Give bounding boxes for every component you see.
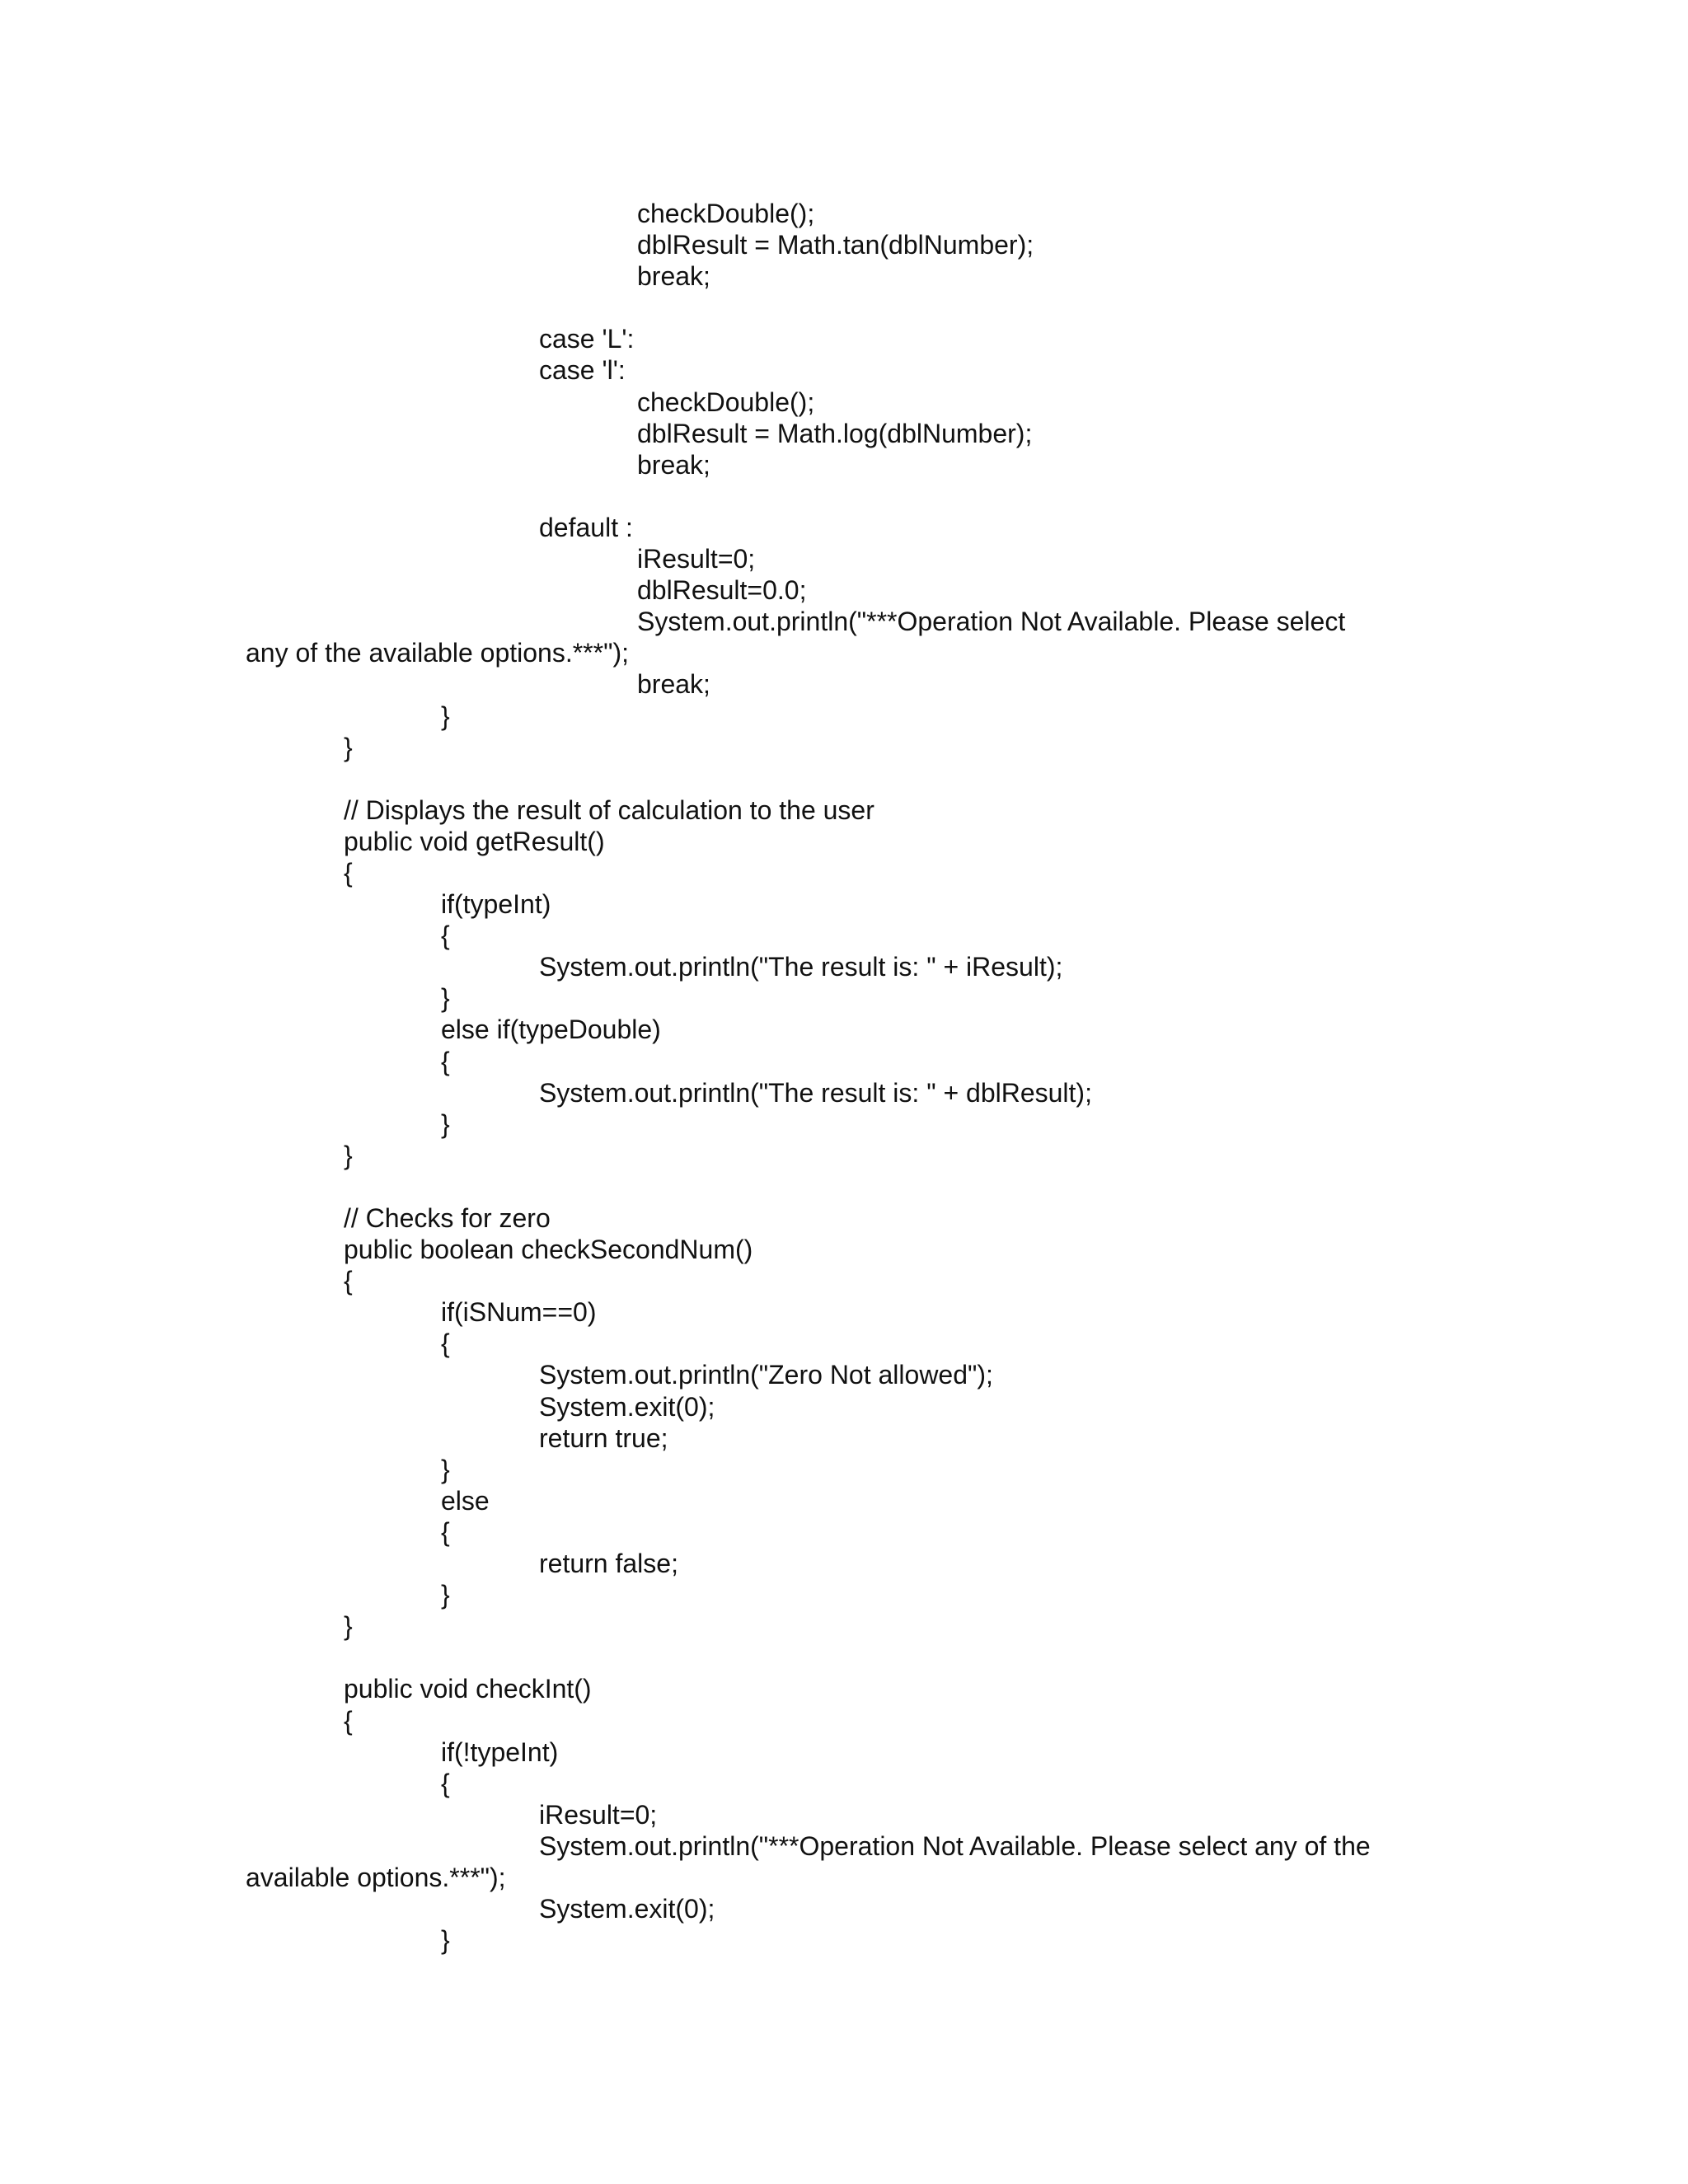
code-line: case 'l': [539,355,626,386]
code-line: public void checkInt() [344,1674,592,1704]
code-line: iResult=0; [637,544,756,574]
code-line: dblResult=0.0; [637,575,807,606]
code-line: System.out.println("The result is: " + dblResult); [539,1077,1092,1108]
code-line: checkDouble(); [637,199,815,228]
code-line: } [344,1140,353,1170]
code-line: break; [637,449,710,480]
code-line: break; [637,669,710,700]
code-line: { [441,1046,450,1076]
code-line [0,292,1688,323]
code-line: { [441,921,450,951]
code-line: default : [539,512,633,542]
code-line [0,1642,1688,1673]
code-line: break; [637,261,710,292]
code-line: public boolean checkSecondNum() [344,1235,753,1265]
code-line: if(iSNum==0) [441,1297,597,1328]
code-line: } [441,1454,450,1484]
code-line: dblResult = Math.tan(dblNumber); [637,230,1034,260]
code-line: } [441,701,450,731]
code-line: iResult=0; [539,1799,658,1830]
code-line: System.exit(0); [539,1391,715,1422]
code-line: dblResult = Math.log(dblNumber); [637,418,1033,448]
code-line: System.out.println("The result is: " + iResult); [539,952,1063,982]
code-line: if(!typeInt) [441,1736,559,1767]
code-line: System.exit(0); [539,1894,715,1924]
code-line: { [441,1516,450,1547]
code-listing [0,198,1688,1956]
code-line: else [441,1485,490,1516]
code-line: return true; [539,1422,668,1453]
code-line: case 'L': [539,324,635,354]
code-line: System.out.println("Zero Not allowed"); [539,1360,993,1390]
code-line: if(typeInt) [441,889,551,920]
code-line: checkDouble(); [637,387,815,417]
code-line: return false; [539,1549,678,1579]
code-line: } [441,1108,450,1139]
code-line: public void getResult() [344,826,605,856]
code-line [0,763,1688,794]
code-line: any of the available options.***"); [246,638,629,668]
code-line: } [344,732,353,762]
code-line: System.out.println("***Operation Not Available. Please select any of the [539,1830,1371,1861]
code-line [0,1171,1688,1202]
code-line: { [344,1266,353,1296]
code-line: System.out.println("***Operation Not Available. Please select [637,607,1346,637]
code-line: { [344,1705,353,1736]
code-line: // Displays the result of calculation to the user [344,794,874,825]
code-line: available options.***"); [246,1862,506,1892]
code-line: else if(typeDouble) [441,1015,661,1045]
code-line: } [344,1611,353,1642]
code-line: { [441,1329,450,1359]
code-line: { [441,1768,450,1798]
code-line [0,480,1688,512]
code-line: // Checks for zero [344,1203,551,1233]
code-line: } [441,983,450,1014]
code-line: } [441,1925,450,1956]
code-line: } [441,1580,450,1610]
code-line: { [344,857,353,888]
